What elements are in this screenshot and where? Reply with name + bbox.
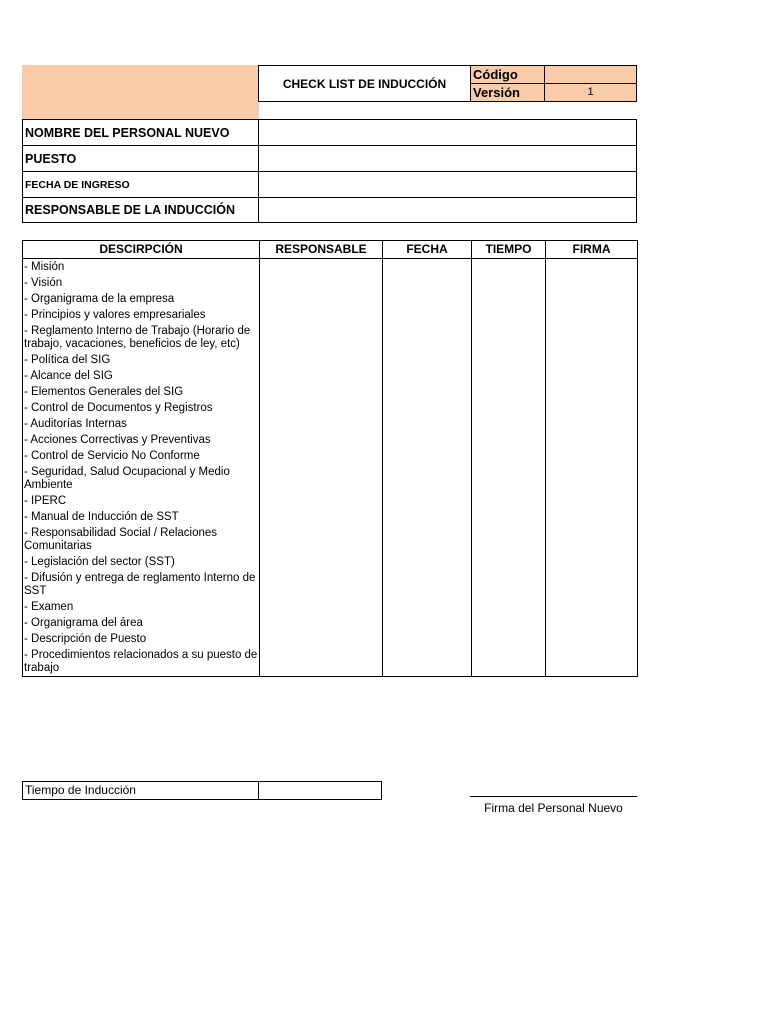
row-description: - Manual de Inducción de SST [23, 509, 260, 525]
row-responsable-cell[interactable] [260, 599, 383, 615]
row-tiempo-cell[interactable] [472, 599, 546, 615]
table-row [23, 525, 638, 554]
row-fecha-cell[interactable] [383, 631, 472, 647]
row-description: - Acciones Correctivas y Preventivas [23, 432, 260, 448]
row-fecha-cell[interactable] [383, 448, 472, 464]
info-value-puesto[interactable] [258, 145, 637, 172]
row-responsable-cell[interactable] [260, 352, 383, 368]
row-description: - Legislación del sector (SST) [23, 554, 260, 570]
row-fecha-cell[interactable] [383, 554, 472, 570]
codigo-label: Código [470, 65, 545, 84]
version-label: Versión [470, 83, 545, 102]
info-label-fecha-ingreso: FECHA DE INGRESO [22, 171, 259, 198]
signature-line [470, 796, 637, 797]
row-fecha-cell[interactable] [383, 509, 472, 525]
info-label-responsable: RESPONSABLE DE LA INDUCCIÓN [22, 197, 259, 223]
row-firma-cell[interactable] [546, 368, 638, 384]
row-description: - Reglamento Interno de Trabajo (Horario de trabajo, vacaciones, beneficios de ley, etc) [23, 323, 260, 352]
row-firma-cell[interactable] [546, 599, 638, 615]
table-row [23, 493, 638, 509]
table-row [23, 259, 638, 276]
checklist-rows [23, 259, 638, 677]
tiempo-induccion-label: Tiempo de Inducción [22, 781, 259, 800]
table-row [23, 352, 638, 368]
row-firma-cell[interactable] [546, 323, 638, 352]
row-description: - Principios y valores empresariales [23, 307, 260, 323]
row-responsable-cell[interactable] [260, 291, 383, 307]
row-description: - Procedimientos relacionados a su puesto de trabajo [23, 647, 260, 677]
row-description: - Difusión y entrega de reglamento Interno de SST [23, 570, 260, 599]
row-tiempo-cell[interactable] [472, 525, 546, 554]
info-value-nombre[interactable] [258, 119, 637, 146]
table-row [23, 647, 638, 677]
column-header-tiempo: TIEMPO [472, 241, 546, 259]
row-tiempo-cell[interactable] [472, 352, 546, 368]
row-tiempo-cell[interactable] [472, 554, 546, 570]
row-responsable-cell[interactable] [260, 464, 383, 493]
row-firma-cell[interactable] [546, 615, 638, 631]
row-fecha-cell[interactable] [383, 464, 472, 493]
row-responsable-cell[interactable] [260, 570, 383, 599]
signature-label: Firma del Personal Nuevo [484, 801, 623, 815]
row-tiempo-cell[interactable] [472, 291, 546, 307]
row-description: - Control de Servicio No Conforme [23, 448, 260, 464]
row-firma-cell[interactable] [546, 259, 638, 276]
table-row [23, 570, 638, 599]
row-firma-cell[interactable] [546, 464, 638, 493]
row-responsable-cell[interactable] [260, 384, 383, 400]
row-tiempo-cell[interactable] [472, 509, 546, 525]
row-firma-cell[interactable] [546, 554, 638, 570]
row-responsable-cell[interactable] [260, 525, 383, 554]
row-responsable-cell[interactable] [260, 432, 383, 448]
row-responsable-cell[interactable] [260, 259, 383, 276]
table-row [23, 448, 638, 464]
row-responsable-cell[interactable] [260, 448, 383, 464]
row-fecha-cell[interactable] [383, 307, 472, 323]
row-firma-cell[interactable] [546, 631, 638, 647]
row-description: - Alcance del SIG [23, 368, 260, 384]
document-title: CHECK LIST DE INDUCCIÓN [258, 65, 471, 102]
table-row [23, 615, 638, 631]
row-description: - Elementos Generales del SIG [23, 384, 260, 400]
tiempo-induccion-value[interactable] [258, 781, 382, 800]
row-fecha-cell[interactable] [383, 416, 472, 432]
table-row [23, 416, 638, 432]
header-logo-area [22, 65, 259, 120]
table-row [23, 384, 638, 400]
codigo-value[interactable] [544, 65, 637, 84]
column-header-descripcion: DESCIRPCIÓN [23, 241, 260, 259]
row-tiempo-cell[interactable] [472, 448, 546, 464]
row-fecha-cell[interactable] [383, 615, 472, 631]
row-description: - Misión [23, 259, 260, 276]
row-description: - Examen [23, 599, 260, 615]
row-fecha-cell[interactable] [383, 493, 472, 509]
row-firma-cell[interactable] [546, 275, 638, 291]
row-fecha-cell[interactable] [383, 352, 472, 368]
row-description: - Responsabilidad Social / Relaciones Comunitarias [23, 525, 260, 554]
table-row [23, 554, 638, 570]
row-responsable-cell[interactable] [260, 416, 383, 432]
row-fecha-cell[interactable] [383, 400, 472, 416]
row-responsable-cell[interactable] [260, 400, 383, 416]
column-header-fecha: FECHA [383, 241, 472, 259]
table-row [23, 509, 638, 525]
row-firma-cell[interactable] [546, 509, 638, 525]
row-fecha-cell[interactable] [383, 570, 472, 599]
row-tiempo-cell[interactable] [472, 384, 546, 400]
row-responsable-cell[interactable] [260, 647, 383, 677]
row-description: - Organigrama del área [23, 615, 260, 631]
table-row [23, 368, 638, 384]
row-tiempo-cell[interactable] [472, 416, 546, 432]
info-value-responsable[interactable] [258, 197, 637, 223]
row-firma-cell[interactable] [546, 384, 638, 400]
info-label-nombre: NOMBRE DEL PERSONAL NUEVO [22, 119, 259, 146]
row-tiempo-cell[interactable] [472, 432, 546, 448]
row-responsable-cell[interactable] [260, 554, 383, 570]
row-responsable-cell[interactable] [260, 631, 383, 647]
row-tiempo-cell[interactable] [472, 464, 546, 493]
table-row [23, 599, 638, 615]
row-firma-cell[interactable] [546, 352, 638, 368]
row-tiempo-cell[interactable] [472, 259, 546, 276]
row-description: - Auditorías Internas [23, 416, 260, 432]
row-tiempo-cell[interactable] [472, 307, 546, 323]
row-responsable-cell[interactable] [260, 509, 383, 525]
row-responsable-cell[interactable] [260, 275, 383, 291]
row-responsable-cell[interactable] [260, 368, 383, 384]
table-row [23, 400, 638, 416]
row-description: - IPERC [23, 493, 260, 509]
row-responsable-cell[interactable] [260, 323, 383, 352]
table-row [23, 307, 638, 323]
table-row [23, 464, 638, 493]
row-fecha-cell[interactable] [383, 275, 472, 291]
table-row [23, 291, 638, 307]
row-description: - Seguridad, Salud Ocupacional y Medio Ambiente [23, 464, 260, 493]
row-firma-cell[interactable] [546, 432, 638, 448]
row-responsable-cell[interactable] [260, 307, 383, 323]
row-tiempo-cell[interactable] [472, 400, 546, 416]
row-tiempo-cell[interactable] [472, 323, 546, 352]
row-description: - Organigrama de la empresa [23, 291, 260, 307]
row-description: - Visión [23, 275, 260, 291]
row-firma-cell[interactable] [546, 448, 638, 464]
version-value[interactable]: 1 [544, 83, 637, 102]
row-tiempo-cell[interactable] [472, 275, 546, 291]
row-tiempo-cell[interactable] [472, 570, 546, 599]
row-description: - Descripción de Puesto [23, 631, 260, 647]
row-tiempo-cell[interactable] [472, 647, 546, 677]
row-firma-cell[interactable] [546, 307, 638, 323]
table-row [23, 323, 638, 352]
column-header-responsable: RESPONSABLE [260, 241, 383, 259]
row-description: - Control de Documentos y Registros [23, 400, 260, 416]
row-firma-cell[interactable] [546, 493, 638, 509]
info-value-fecha-ingreso[interactable] [258, 171, 637, 198]
row-firma-cell[interactable] [546, 416, 638, 432]
row-fecha-cell[interactable] [383, 525, 472, 554]
row-fecha-cell[interactable] [383, 291, 472, 307]
row-firma-cell[interactable] [546, 570, 638, 599]
row-responsable-cell[interactable] [260, 615, 383, 631]
row-fecha-cell[interactable] [383, 599, 472, 615]
row-fecha-cell[interactable] [383, 323, 472, 352]
table-header-row [23, 241, 638, 259]
table-row [23, 432, 638, 448]
column-header-firma: FIRMA [546, 241, 638, 259]
row-firma-cell[interactable] [546, 291, 638, 307]
row-fecha-cell[interactable] [383, 368, 472, 384]
row-description: - Política del SIG [23, 352, 260, 368]
row-tiempo-cell[interactable] [472, 631, 546, 647]
row-fecha-cell[interactable] [383, 259, 472, 276]
row-firma-cell[interactable] [546, 525, 638, 554]
table-row [23, 275, 638, 291]
row-tiempo-cell[interactable] [472, 615, 546, 631]
row-firma-cell[interactable] [546, 400, 638, 416]
info-label-puesto: PUESTO [22, 145, 259, 172]
row-fecha-cell[interactable] [383, 647, 472, 677]
row-fecha-cell[interactable] [383, 432, 472, 448]
table-row [23, 631, 638, 647]
row-tiempo-cell[interactable] [472, 493, 546, 509]
row-tiempo-cell[interactable] [472, 368, 546, 384]
row-responsable-cell[interactable] [260, 493, 383, 509]
row-firma-cell[interactable] [546, 647, 638, 677]
checklist-table [22, 240, 638, 677]
row-fecha-cell[interactable] [383, 384, 472, 400]
